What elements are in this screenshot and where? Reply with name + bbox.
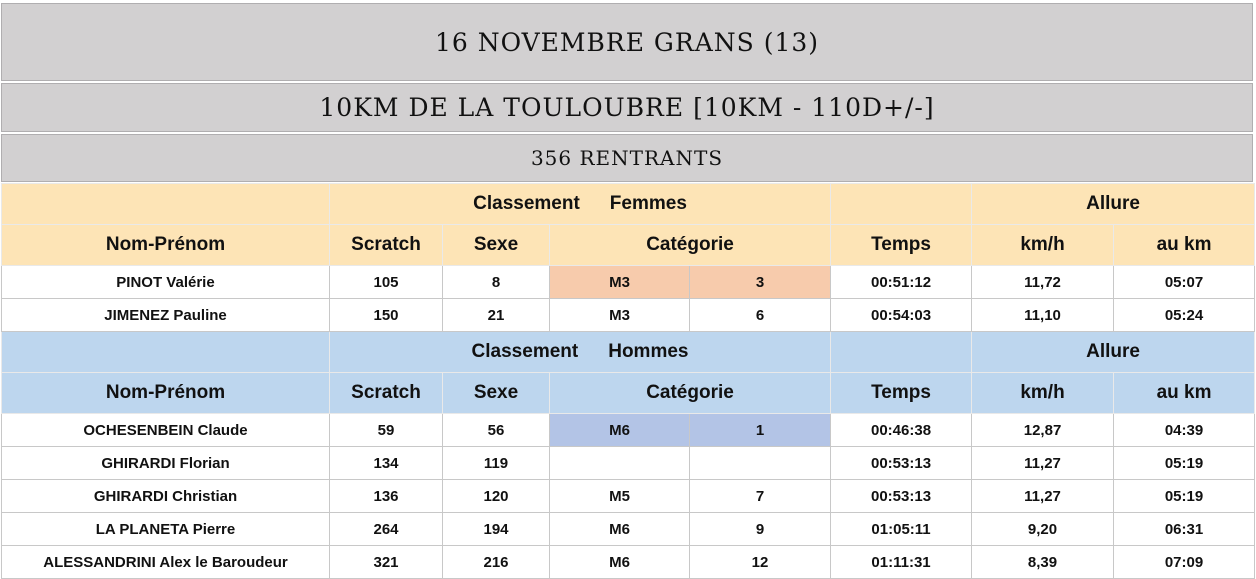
table-row — [2, 546, 1255, 579]
speed-kmh: 8,39 — [972, 546, 1114, 579]
finishers-banner: 356 RENTRANTS — [1, 134, 1253, 182]
col-nom-prenom: Nom-Prénom — [2, 373, 330, 414]
classement-label: Classement — [473, 193, 580, 214]
table-row — [2, 266, 1255, 299]
category: M6 — [550, 513, 690, 546]
empty-cell — [2, 184, 330, 225]
sexe-rank: 56 — [443, 414, 550, 447]
time: 01:11:31 — [831, 546, 972, 579]
pace-per-km: 05:24 — [1114, 299, 1255, 332]
col-sexe: Sexe — [443, 373, 550, 414]
category-rank: 6 — [690, 299, 831, 332]
category-rank: 3 — [690, 266, 831, 299]
col-categorie: Catégorie — [550, 225, 831, 266]
col-sexe: Sexe — [443, 225, 550, 266]
scratch-rank: 59 — [330, 414, 443, 447]
femmes-label: Femmes — [609, 193, 687, 214]
category-rank: 12 — [690, 546, 831, 579]
runner-name: LA PLANETA Pierre — [2, 513, 330, 546]
speed-kmh: 11,27 — [972, 480, 1114, 513]
col-au-km: au km — [1114, 373, 1255, 414]
time: 00:46:38 — [831, 414, 972, 447]
time: 00:54:03 — [831, 299, 972, 332]
scratch-rank: 150 — [330, 299, 443, 332]
scratch-rank: 105 — [330, 266, 443, 299]
col-nom-prenom: Nom-Prénom — [2, 225, 330, 266]
scratch-rank: 321 — [330, 546, 443, 579]
results-table — [1, 183, 1255, 579]
sexe-rank: 216 — [443, 546, 550, 579]
speed-kmh: 9,20 — [972, 513, 1114, 546]
race-title-banner: 10KM DE LA TOULOUBRE [10KM - 110D+/-] — [1, 83, 1253, 132]
col-scratch: Scratch — [330, 373, 443, 414]
category: M5 — [550, 480, 690, 513]
table-row — [2, 414, 1255, 447]
speed-kmh: 11,27 — [972, 447, 1114, 480]
category: M3 — [550, 299, 690, 332]
time: 01:05:11 — [831, 513, 972, 546]
table-row — [2, 299, 1255, 332]
runner-name: JIMENEZ Pauline — [2, 299, 330, 332]
pace-per-km: 06:31 — [1114, 513, 1255, 546]
col-categorie: Catégorie — [550, 373, 831, 414]
classement-label: Classement — [471, 341, 579, 362]
runner-name: PINOT Valérie — [2, 266, 330, 299]
hommes-section-header — [2, 332, 1255, 373]
category-rank: 7 — [690, 480, 831, 513]
pace-per-km: 05:19 — [1114, 480, 1255, 513]
category-rank: 9 — [690, 513, 831, 546]
col-au-km: au km — [1114, 225, 1255, 266]
sexe-rank: 120 — [443, 480, 550, 513]
category: M6 — [550, 546, 690, 579]
allure-heading: Allure — [972, 332, 1255, 373]
hommes-classement-heading — [330, 332, 831, 373]
runner-name: ALESSANDRINI Alex le Baroudeur — [2, 546, 330, 579]
femmes-column-headers — [2, 225, 1255, 266]
time: 00:53:13 — [831, 447, 972, 480]
runner-name: GHIRARDI Christian — [2, 480, 330, 513]
category: M6 — [550, 414, 690, 447]
col-kmh: km/h — [972, 225, 1114, 266]
category — [550, 447, 690, 480]
sexe-rank: 194 — [443, 513, 550, 546]
table-row — [2, 513, 1255, 546]
femmes-section-header — [2, 184, 1255, 225]
sexe-rank: 8 — [443, 266, 550, 299]
speed-kmh: 11,72 — [972, 266, 1114, 299]
category-rank: 1 — [690, 414, 831, 447]
scratch-rank: 134 — [330, 447, 443, 480]
time: 00:51:12 — [831, 266, 972, 299]
runner-name: GHIRARDI Florian — [2, 447, 330, 480]
table-row — [2, 447, 1255, 480]
empty-cell — [2, 332, 330, 373]
empty-cell — [831, 184, 972, 225]
hommes-column-headers — [2, 373, 1255, 414]
speed-kmh: 12,87 — [972, 414, 1114, 447]
hommes-label: Hommes — [608, 341, 689, 362]
runner-name: OCHESENBEIN Claude — [2, 414, 330, 447]
col-temps: Temps — [831, 225, 972, 266]
sexe-rank: 21 — [443, 299, 550, 332]
pace-per-km: 04:39 — [1114, 414, 1255, 447]
femmes-classement-heading — [330, 184, 831, 225]
table-row — [2, 480, 1255, 513]
speed-kmh: 11,10 — [972, 299, 1114, 332]
pace-per-km: 07:09 — [1114, 546, 1255, 579]
col-temps: Temps — [831, 373, 972, 414]
category-rank — [690, 447, 831, 480]
category: M3 — [550, 266, 690, 299]
col-kmh: km/h — [972, 373, 1114, 414]
event-date-banner: 16 NOVEMBRE GRANS (13) — [1, 3, 1253, 81]
pace-per-km: 05:07 — [1114, 266, 1255, 299]
pace-per-km: 05:19 — [1114, 447, 1255, 480]
sexe-rank: 119 — [443, 447, 550, 480]
time: 00:53:13 — [831, 480, 972, 513]
col-scratch: Scratch — [330, 225, 443, 266]
allure-heading: Allure — [972, 184, 1255, 225]
empty-cell — [831, 332, 972, 373]
scratch-rank: 264 — [330, 513, 443, 546]
scratch-rank: 136 — [330, 480, 443, 513]
